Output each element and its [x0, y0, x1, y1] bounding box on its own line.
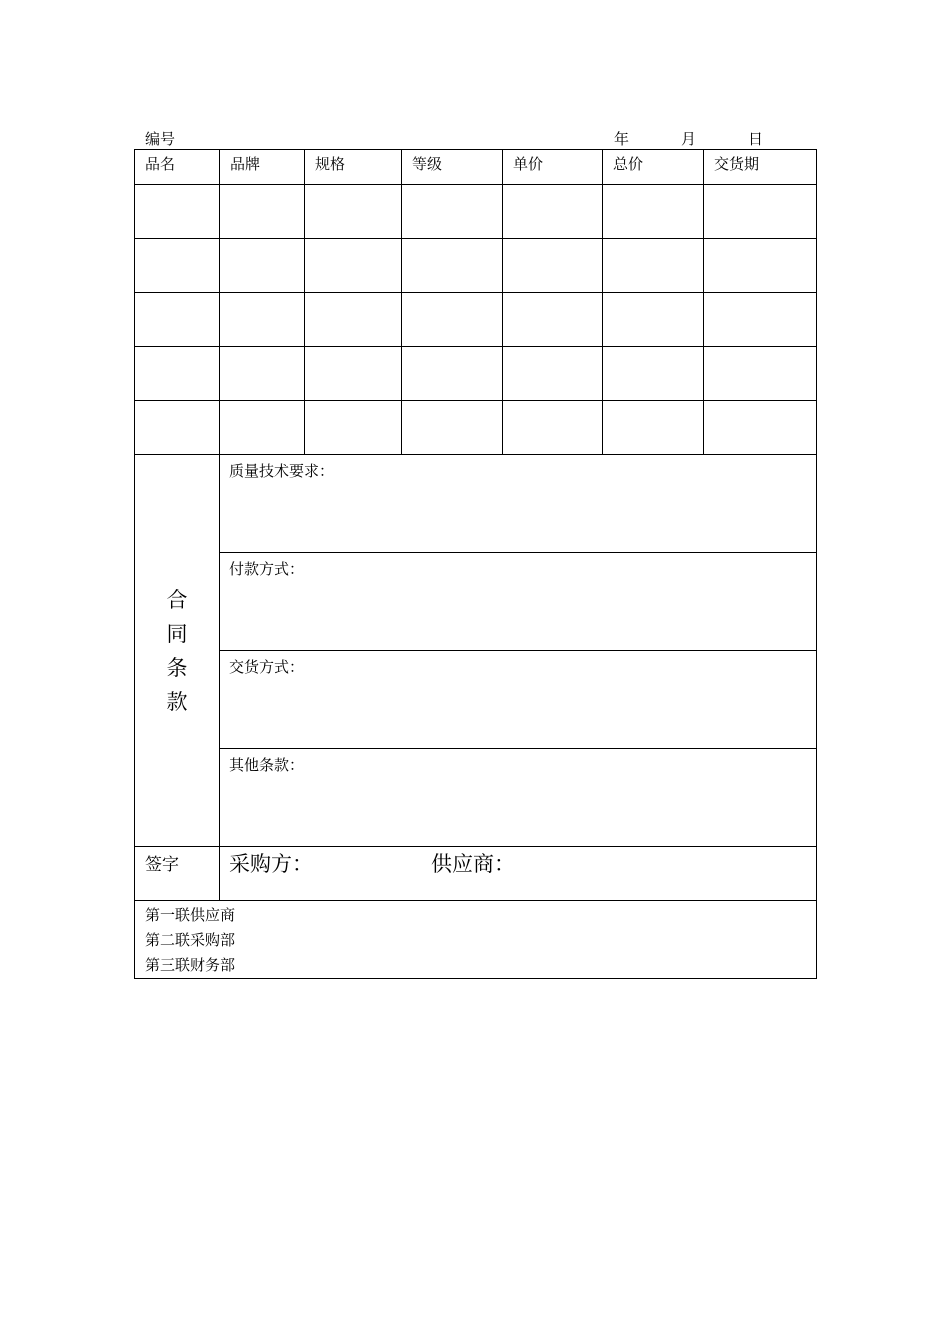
table-cell[interactable] — [704, 401, 817, 455]
quality-requirements-label: 质量技术要求： — [229, 462, 335, 480]
table-cell[interactable] — [135, 185, 220, 239]
clause-row-payment — [135, 553, 817, 651]
table-cell[interactable] — [135, 401, 220, 455]
table-cell[interactable] — [503, 347, 603, 401]
table-cell[interactable] — [135, 239, 220, 293]
signature-field[interactable] — [220, 847, 817, 901]
supplier-signature-label: 供应商： — [431, 852, 515, 876]
column-header-row — [135, 150, 817, 185]
table-row — [135, 185, 817, 239]
contract-clauses-label — [135, 455, 220, 847]
year-label: 年 — [614, 130, 630, 148]
table-cell[interactable] — [503, 185, 603, 239]
table-cell[interactable] — [603, 293, 704, 347]
table-cell[interactable] — [305, 239, 402, 293]
table-cell[interactable] — [305, 401, 402, 455]
table-row — [135, 239, 817, 293]
payment-method-field[interactable] — [220, 553, 817, 651]
table-cell[interactable] — [402, 239, 503, 293]
clause-row-quality — [135, 455, 817, 553]
table-row — [135, 347, 817, 401]
table-cell[interactable] — [220, 401, 305, 455]
other-terms-label: 其他条款： — [229, 756, 305, 774]
column-header-spec: 规格 — [305, 150, 402, 185]
table-cell[interactable] — [603, 347, 704, 401]
column-header-brand: 品牌 — [220, 150, 305, 185]
table-cell[interactable] — [603, 185, 704, 239]
signature-row — [135, 847, 817, 901]
column-header-unit-price: 单价 — [503, 150, 603, 185]
signature-label: 签字 — [135, 847, 220, 901]
day-label: 日 — [748, 130, 764, 148]
table-cell[interactable] — [305, 347, 402, 401]
table-cell[interactable] — [603, 239, 704, 293]
table-cell[interactable] — [220, 293, 305, 347]
table-cell[interactable] — [305, 185, 402, 239]
month-label: 月 — [681, 130, 697, 148]
table-cell[interactable] — [603, 401, 704, 455]
copy-distribution — [135, 901, 817, 979]
delivery-method-field[interactable] — [220, 651, 817, 749]
copy-line: 第二联采购部 — [145, 931, 236, 949]
column-header-item-name: 品名 — [135, 150, 220, 185]
table-cell[interactable] — [704, 239, 817, 293]
other-terms-field[interactable] — [220, 749, 817, 847]
delivery-method-label: 交货方式： — [229, 658, 305, 676]
column-header-total-price: 总价 — [603, 150, 704, 185]
column-header-grade: 等级 — [402, 150, 503, 185]
form-header — [134, 126, 816, 148]
buyer-signature-label: 采购方： — [229, 852, 313, 876]
number-label: 编号 — [145, 130, 176, 148]
table-cell[interactable] — [402, 185, 503, 239]
clause-side-char: 条 — [166, 655, 188, 680]
copy-line: 第一联供应商 — [145, 906, 236, 924]
copy-line: 第三联财务部 — [145, 956, 236, 974]
clause-side-char: 同 — [166, 621, 188, 646]
table-cell[interactable] — [503, 293, 603, 347]
table-row — [135, 401, 817, 455]
table-cell[interactable] — [135, 347, 220, 401]
column-header-delivery-date: 交货期 — [704, 150, 817, 185]
purchase-contract-table — [134, 149, 817, 979]
table-cell[interactable] — [402, 293, 503, 347]
table-cell[interactable] — [305, 293, 402, 347]
table-cell[interactable] — [220, 347, 305, 401]
table-cell[interactable] — [503, 401, 603, 455]
clause-row-other — [135, 749, 817, 847]
table-cell[interactable] — [704, 347, 817, 401]
table-cell[interactable] — [220, 185, 305, 239]
table-cell[interactable] — [503, 239, 603, 293]
clause-side-char: 合 — [166, 587, 188, 612]
table-cell[interactable] — [704, 185, 817, 239]
quality-requirements-field[interactable] — [220, 455, 817, 553]
clause-side-char: 款 — [166, 689, 188, 714]
table-cell[interactable] — [220, 239, 305, 293]
clause-row-delivery — [135, 651, 817, 749]
payment-method-label: 付款方式： — [229, 560, 305, 578]
table-cell[interactable] — [402, 401, 503, 455]
table-cell[interactable] — [135, 293, 220, 347]
table-row — [135, 293, 817, 347]
copies-row — [135, 901, 817, 979]
table-cell[interactable] — [402, 347, 503, 401]
table-cell[interactable] — [704, 293, 817, 347]
